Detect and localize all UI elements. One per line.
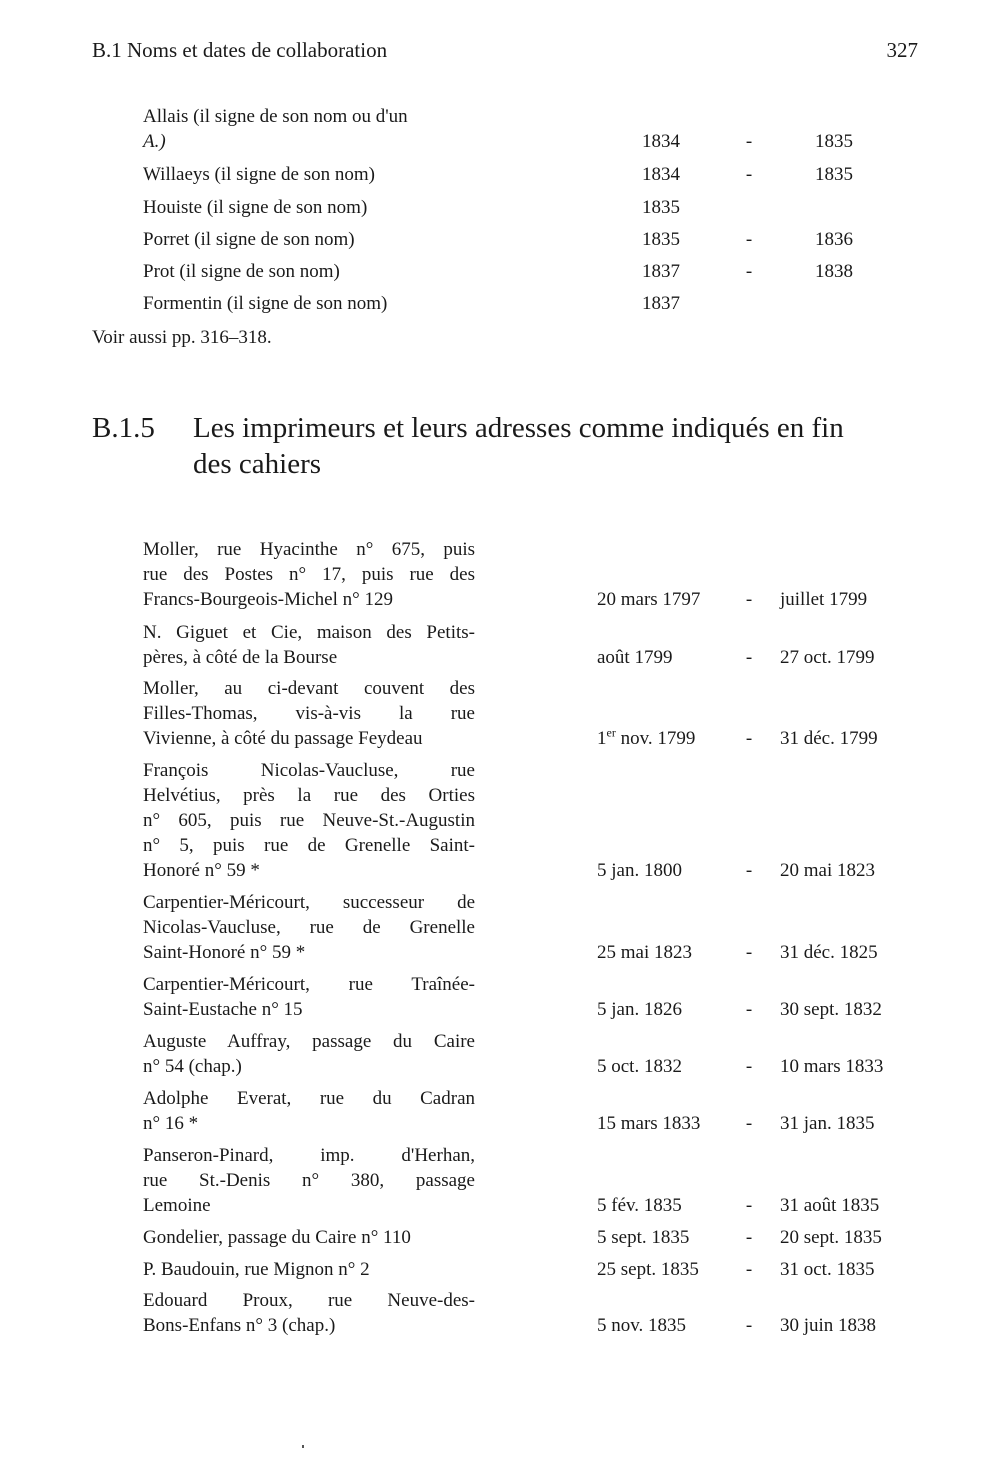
date-dash: - (745, 942, 753, 963)
date-dash: - (745, 1227, 753, 1248)
date-dash: - (745, 229, 753, 250)
date-to: 1835 (815, 131, 853, 152)
collaborator-name (143, 104, 478, 154)
date-dash: - (745, 164, 753, 185)
address-line: Carpentier-Méricourt, successeur de (143, 892, 475, 913)
address-line: n° 16 * (143, 1113, 199, 1134)
date-dash: - (745, 589, 753, 610)
date-rest: nov. 1799 (615, 728, 696, 749)
printer-address (143, 1029, 475, 1079)
section-number: B.1.5 (92, 412, 155, 444)
address-line: rue des Postes n° 17, puis rue des (143, 564, 475, 585)
address-line: rue St.-Denis n° 380, passage (143, 1170, 475, 1191)
address-line: Nicolas-Vaucluse, rue de Grenelle (143, 917, 475, 938)
address-line: Vivienne, à côté du passage Feydeau (143, 728, 423, 749)
printer-address (143, 1288, 475, 1338)
date-to: 30 sept. 1832 (780, 999, 882, 1020)
running-title: B.1 Noms et dates de collaboration (92, 38, 388, 62)
address-line: n° 5, puis rue de Grenelle Saint- (143, 835, 475, 856)
date-to: 31 déc. 1825 (780, 942, 878, 963)
date-to: 31 jan. 1835 (780, 1113, 875, 1134)
date-dash: - (745, 131, 753, 152)
date-from: 5 jan. 1800 (597, 860, 682, 881)
page-number: 327 (886, 38, 918, 62)
section-title-line: Les imprimeurs et leurs adresses comme indiqués en fin (193, 412, 844, 444)
date-from (597, 726, 695, 751)
date-dash: - (745, 1195, 753, 1216)
address-line: Moller, au ci-devant couvent des (143, 678, 475, 699)
date-to: juillet 1799 (780, 589, 868, 610)
date-to: 31 déc. 1799 (780, 728, 878, 749)
address-line: Filles-Thomas, vis-à-vis la rue (143, 703, 475, 724)
date-from: 5 nov. 1835 (597, 1315, 687, 1336)
printer-address (143, 537, 475, 612)
address-line: Edouard Proux, rue Neuve-des- (143, 1290, 475, 1311)
see-also-note: Voir aussi pp. 316–318. (92, 327, 272, 348)
address-line: P. Baudouin, rue Mignon n° 2 (143, 1259, 370, 1280)
address-line: Carpentier-Méricourt, rue Traînée- (143, 974, 475, 995)
date-dash: - (745, 261, 753, 282)
section-title-line: des cahiers (193, 448, 322, 480)
print-mark (302, 1445, 304, 1448)
date-from: 25 mai 1823 (597, 942, 692, 963)
address-line: Saint-Eustache n° 15 (143, 999, 303, 1020)
address-line: François Nicolas-Vaucluse, rue (143, 760, 475, 781)
date-to: 31 août 1835 (780, 1195, 880, 1216)
date-to: 20 mai 1823 (780, 860, 875, 881)
date-dash: - (745, 1056, 753, 1077)
section-title (193, 410, 933, 482)
date-from: 1834 (642, 164, 680, 185)
collaborator-name: Willaeys (il signe de son nom) (143, 164, 375, 185)
date-to: 27 oct. 1799 (780, 647, 875, 668)
address-line: Moller, rue Hyacinthe n° 675, puis (143, 539, 475, 560)
date-to: 20 sept. 1835 (780, 1227, 882, 1248)
date-to: 31 oct. 1835 (780, 1259, 875, 1280)
address-line: N. Giguet et Cie, maison des Petits- (143, 622, 475, 643)
date-to: 10 mars 1833 (780, 1056, 884, 1077)
name-line: A.) (143, 131, 166, 152)
date-from: août 1799 (597, 647, 673, 668)
address-line: Saint-Honoré n° 59 * (143, 942, 306, 963)
address-line: pères, à côté de la Bourse (143, 647, 338, 668)
date-from: 5 jan. 1826 (597, 999, 682, 1020)
collaborator-name: Porret (il signe de son nom) (143, 229, 355, 250)
date-from: 5 fév. 1835 (597, 1195, 682, 1216)
date-from: 1835 (642, 229, 680, 250)
date-to: 30 juin 1838 (780, 1315, 877, 1336)
printer-address (143, 1257, 475, 1282)
date-from: 25 sept. 1835 (597, 1259, 699, 1280)
date-dash: - (745, 647, 753, 668)
address-line: Auguste Auffray, passage du Caire (143, 1031, 475, 1052)
collaborator-name: Formentin (il signe de son nom) (143, 293, 388, 314)
printer-address (143, 890, 475, 965)
address-line: n° 605, puis rue Neuve-St.-Augustin (143, 810, 475, 831)
address-line: Gondelier, passage du Caire n° 110 (143, 1227, 411, 1248)
printer-address (143, 972, 475, 1022)
date-from: 5 oct. 1832 (597, 1056, 682, 1077)
date-dash: - (745, 1113, 753, 1134)
collaborator-name: Prot (il signe de son nom) (143, 261, 340, 282)
date-from: 1835 (642, 197, 680, 218)
address-line: Helvétius, près la rue des Orties (143, 785, 475, 806)
date-dash: - (745, 1259, 753, 1280)
running-header (92, 38, 918, 68)
date-dash: - (745, 999, 753, 1020)
date-dash: - (745, 1315, 753, 1336)
address-line: Bons-Enfans n° 3 (chap.) (143, 1315, 336, 1336)
printer-address (143, 620, 475, 670)
address-line: Lemoine (143, 1195, 211, 1216)
address-line: Francs-Bourgeois-Michel n° 129 (143, 589, 393, 610)
address-line: n° 54 (chap.) (143, 1056, 242, 1077)
address-line: Adolphe Everat, rue du Cadran (143, 1088, 475, 1109)
date-from: 1834 (642, 131, 680, 152)
collaborator-name: Houiste (il signe de son nom) (143, 197, 368, 218)
date-dash: - (745, 728, 753, 749)
printer-address (143, 1143, 475, 1218)
date-from: 1837 (642, 293, 680, 314)
ordinal-suffix: er (606, 725, 616, 740)
date-from: 1837 (642, 261, 680, 282)
date-from: 5 sept. 1835 (597, 1227, 690, 1248)
printer-address (143, 1225, 475, 1250)
address-line: Honoré n° 59 * (143, 860, 260, 881)
address-line: Panseron-Pinard, imp. d'Herhan, (143, 1145, 475, 1166)
name-line: Allais (il signe de son nom ou d'un (143, 106, 408, 127)
date-from: 20 mars 1797 (597, 589, 701, 610)
printer-address (143, 676, 475, 751)
date-to: 1835 (815, 164, 853, 185)
date-to: 1838 (815, 261, 853, 282)
date-day: 1 (597, 728, 607, 749)
printer-address (143, 1086, 475, 1136)
printer-address (143, 758, 475, 883)
date-to: 1836 (815, 229, 853, 250)
date-dash: - (745, 860, 753, 881)
date-from: 15 mars 1833 (597, 1113, 701, 1134)
